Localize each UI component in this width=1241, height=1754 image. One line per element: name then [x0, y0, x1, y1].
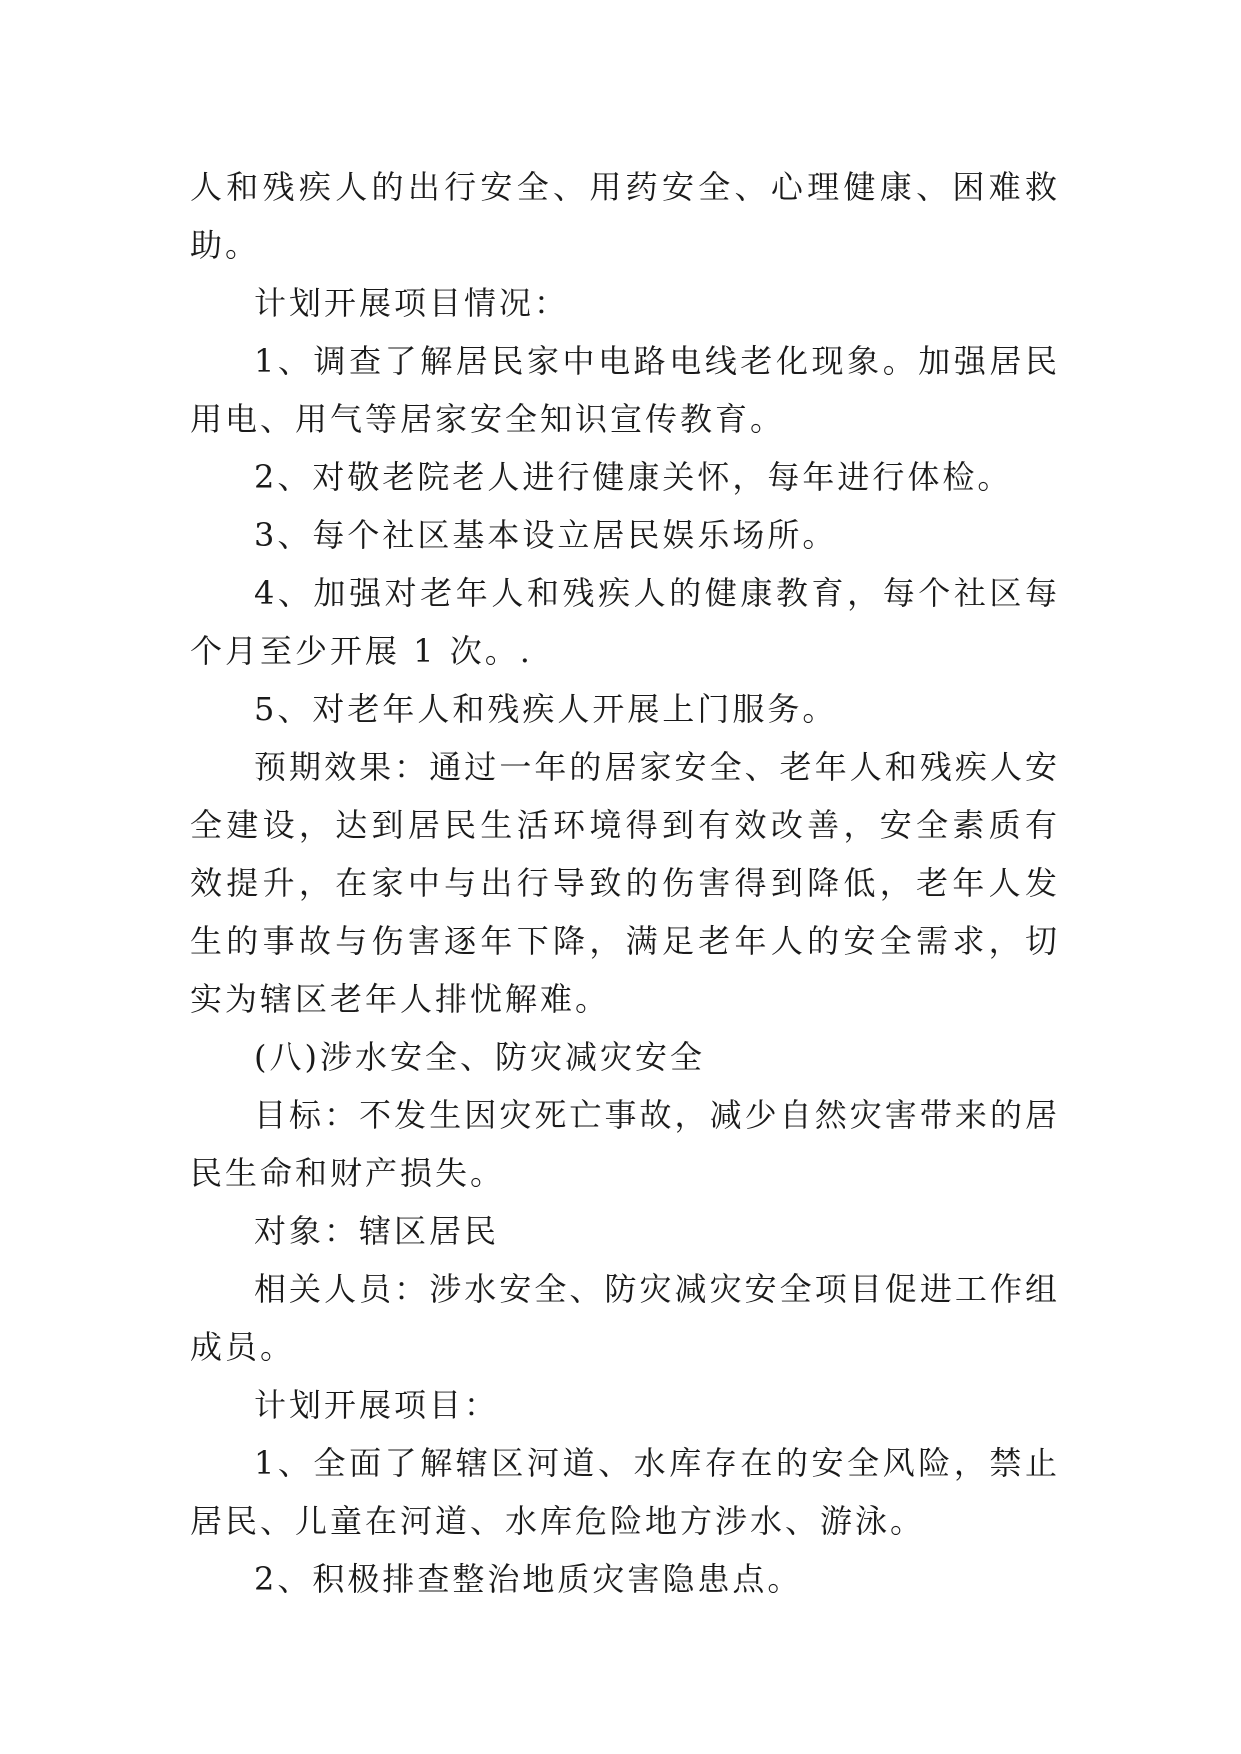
- paragraph-12: 相关人员：涉水安全、防灾减灾安全项目促进工作组成员。: [190, 1270, 1060, 1366]
- paragraph-8: 预期效果：通过一年的居家安全、老年人和残疾人安全建设，达到居民生活环境得到有效改善，安全素质有效提升，在家中与出行导致的伤害得到降低，老年人发生的事故与伤害逐年下降，满足老年人的安全需求，切实为辖区老年人排忧解难。: [190, 748, 1060, 1018]
- section-heading: (八)涉水安全、防灾减灾安全: [254, 1038, 705, 1076]
- paragraph-5: 3、每个社区基本设立居民娱乐场所。: [254, 516, 838, 554]
- paragraph-3: 1、调查了解居民家中电路电线老化现象。加强居民用电、用气等居家安全知识宣传教育。: [190, 342, 1060, 438]
- document-body: [190, 158, 1060, 1608]
- paragraph-1: 人和残疾人的出行安全、用药安全、心理健康、困难救助。: [190, 168, 1060, 264]
- paragraph-10: 目标：不发生因灾死亡事故，减少自然灾害带来的居民生命和财产损失。: [190, 1096, 1060, 1192]
- paragraph-11: 对象：辖区居民: [254, 1212, 500, 1250]
- paragraph-4: 2、对敬老院老人进行健康关怀，每年进行体检。: [254, 458, 1013, 496]
- paragraph-15: 2、积极排查整治地质灾害隐患点。: [254, 1560, 803, 1598]
- paragraph-2: 计划开展项目情况：: [254, 284, 570, 322]
- paragraph-6: 4、加强对老年人和残疾人的健康教育，每个社区每个月至少开展 1 次。.: [190, 574, 1060, 670]
- paragraph-14: 1、全面了解辖区河道、水库存在的安全风险，禁止居民、儿童在河道、水库危险地方涉水、游泳。: [190, 1444, 1060, 1540]
- paragraph-13: 计划开展项目：: [254, 1386, 500, 1424]
- paragraph-7: 5、对老年人和残疾人开展上门服务。: [254, 690, 838, 728]
